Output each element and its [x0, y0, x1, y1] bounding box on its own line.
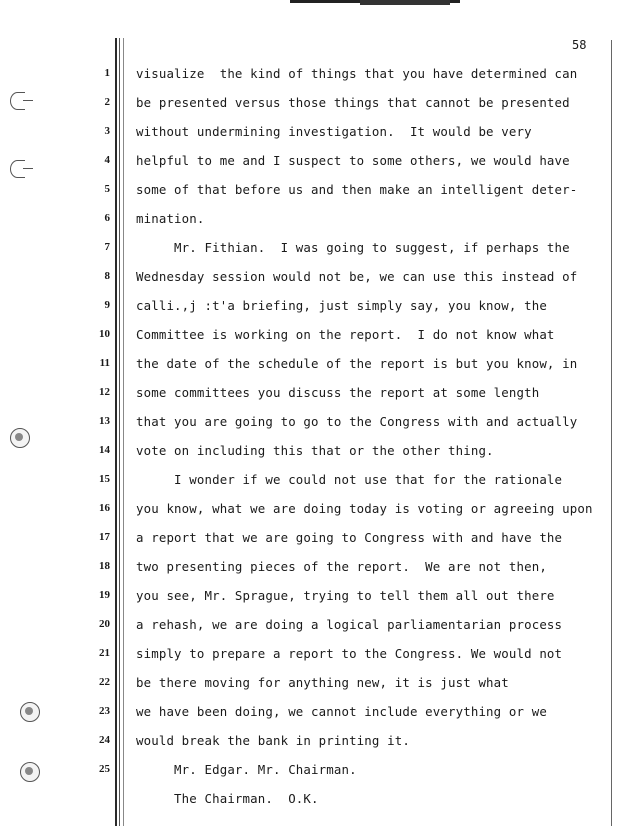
transcript-line: I wonder if we could not use that for the rationale	[136, 472, 563, 487]
line-number: 15	[99, 473, 110, 485]
line-number: 20	[99, 618, 110, 630]
line-number: 21	[99, 647, 110, 659]
line-number: 24	[99, 734, 110, 746]
transcript-line: mination.	[136, 211, 205, 226]
line-number: 6	[104, 212, 110, 224]
line-number: 12	[99, 386, 110, 398]
transcript-line: you know, what we are doing today is voting or agreeing upon	[136, 501, 593, 516]
transcript-line: Committee is working on the report. I do not know what	[136, 327, 555, 342]
line-number: 9	[104, 299, 110, 311]
left-margin-rule	[115, 38, 117, 826]
transcript-line: some committees you discuss the report at some length	[136, 385, 540, 400]
transcript-line: a report that we are going to Congress with and have the	[136, 530, 563, 545]
line-number: 23	[99, 705, 110, 717]
line-number: 14	[99, 444, 110, 456]
punch-hole-icon	[20, 702, 40, 722]
line-number: 16	[99, 502, 110, 514]
line-number: 17	[99, 531, 110, 543]
transcript-line: would break the bank in printing it.	[136, 733, 410, 748]
line-number: 5	[104, 183, 110, 195]
left-margin-rule	[123, 38, 124, 826]
line-number: 25	[99, 763, 110, 775]
line-number: 10	[99, 328, 110, 340]
transcript-line: a rehash, we are doing a logical parliamentarian process	[136, 617, 563, 632]
transcript-line: be there moving for anything new, it is just what	[136, 675, 509, 690]
line-number: 11	[99, 357, 110, 369]
punch-hole-icon	[10, 428, 30, 448]
transcript-line: Wednesday session would not be, we can use this instead of	[136, 269, 578, 284]
transcript-line: you see, Mr. Sprague, trying to tell them all out there	[136, 588, 555, 603]
transcript-line: that you are going to go to the Congress with and actually	[136, 414, 578, 429]
line-number: 2	[104, 96, 110, 108]
transcript-line: Mr. Edgar. Mr. Chairman.	[136, 762, 357, 777]
line-number: 4	[104, 154, 110, 166]
line-number: 19	[99, 589, 110, 601]
right-margin-rule	[611, 40, 612, 826]
transcript-line: the date of the schedule of the report is but you know, in	[136, 356, 578, 371]
transcript-line: without undermining investigation. It would be very	[136, 124, 532, 139]
line-number: 7	[104, 241, 110, 253]
binding-clip-icon	[10, 160, 25, 178]
top-edge-mark	[360, 0, 450, 5]
transcript-line: two presenting pieces of the report. We are not then,	[136, 559, 547, 574]
line-number: 13	[99, 415, 110, 427]
transcript-line: visualize the kind of things that you have determined can	[136, 66, 578, 81]
page-number: 58	[572, 38, 587, 52]
punch-hole-icon	[20, 762, 40, 782]
transcript-line: vote on including this that or the other thing.	[136, 443, 494, 458]
line-number: 1	[104, 67, 110, 79]
transcript-line: calli.,j :t'a briefing, just simply say, you know, the	[136, 298, 547, 313]
transcript-line: helpful to me and I suspect to some others, we would have	[136, 153, 570, 168]
line-number: 18	[99, 560, 110, 572]
line-number: 3	[104, 125, 110, 137]
transcript-line: Mr. Fithian. I was going to suggest, if perhaps the	[136, 240, 570, 255]
transcript-line: some of that before us and then make an intelligent deter-	[136, 182, 578, 197]
transcript-line: simply to prepare a report to the Congress. We would not	[136, 646, 563, 661]
line-number: 8	[104, 270, 110, 282]
binding-clip-icon	[10, 92, 25, 110]
transcript-line: be presented versus those things that cannot be presented	[136, 95, 570, 110]
transcript-line: The Chairman. O.K.	[136, 791, 319, 806]
left-margin-rule	[119, 38, 120, 826]
line-number: 22	[99, 676, 110, 688]
transcript-line: we have been doing, we cannot include everything or we	[136, 704, 547, 719]
